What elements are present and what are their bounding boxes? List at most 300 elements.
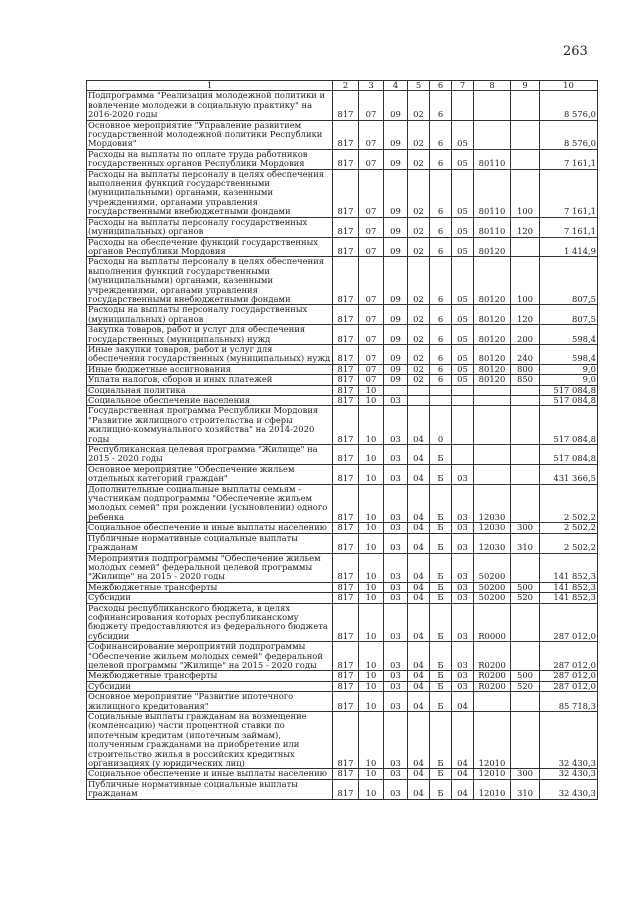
code-activity: 05: [452, 149, 474, 169]
code-expense-type: 850: [511, 375, 540, 385]
code-section: 10: [359, 642, 384, 671]
code-subprogram: 6: [430, 375, 452, 385]
code-activity: 03: [452, 671, 474, 681]
code-subsection: 09: [384, 237, 408, 257]
row-amount: 431 366,5: [540, 464, 598, 484]
code-subprogram: [430, 396, 452, 406]
row-name: Социальная политика: [87, 385, 333, 395]
code-expense-type: 520: [511, 593, 540, 603]
row-name: Уплата налогов, сборов и иных платежей: [87, 375, 333, 385]
code-expense-type: 100: [511, 257, 540, 305]
code-section: 07: [359, 344, 384, 364]
code-program: 04: [408, 582, 430, 592]
code-gov: 817: [333, 169, 359, 217]
code-direction: [474, 692, 511, 712]
row-amount: 85 718,3: [540, 692, 598, 712]
code-gov: 817: [333, 769, 359, 779]
code-subsection: 09: [384, 325, 408, 345]
code-program: 04: [408, 484, 430, 523]
code-gov: 817: [333, 692, 359, 712]
code-section: 07: [359, 217, 384, 237]
code-expense-type: 500: [511, 671, 540, 681]
code-subsection: 03: [384, 523, 408, 533]
code-section: 07: [359, 149, 384, 169]
code-section: 10: [359, 593, 384, 603]
code-direction: R0200: [474, 681, 511, 691]
table-row: [87, 149, 598, 169]
row-amount: 32 430,3: [540, 779, 598, 799]
code-section: 07: [359, 375, 384, 385]
code-gov: 817: [333, 344, 359, 364]
code-subprogram: Б: [430, 523, 452, 533]
code-gov: 817: [333, 779, 359, 799]
row-amount: 2 502,2: [540, 484, 598, 523]
code-section: 10: [359, 582, 384, 592]
code-expense-type: 310: [511, 779, 540, 799]
code-subsection: 03: [384, 769, 408, 779]
table-row: [87, 769, 598, 779]
code-activity: [452, 385, 474, 395]
column-header: 9: [511, 81, 540, 91]
code-direction: [474, 445, 511, 465]
code-direction: 12010: [474, 779, 511, 799]
row-name: Расходы на выплаты персоналу государственных (муниципальных) органов: [87, 217, 333, 237]
code-subsection: 03: [384, 779, 408, 799]
budget-table: [86, 80, 598, 800]
table-row: [87, 305, 598, 325]
code-subprogram: Б: [430, 712, 452, 769]
code-expense-type: 240: [511, 344, 540, 364]
code-section: 10: [359, 464, 384, 484]
code-direction: 80120: [474, 325, 511, 345]
code-subsection: 03: [384, 681, 408, 691]
code-activity: 03: [452, 642, 474, 671]
code-expense-type: [511, 712, 540, 769]
code-subprogram: 6: [430, 257, 452, 305]
column-header: 1: [87, 81, 333, 91]
table-row: [87, 681, 598, 691]
row-amount: 807,5: [540, 305, 598, 325]
row-name: Публичные нормативные социальные выплаты гражданам: [87, 533, 333, 553]
code-activity: 03: [452, 593, 474, 603]
code-subprogram: Б: [430, 779, 452, 799]
code-direction: 80110: [474, 217, 511, 237]
code-section: 10: [359, 712, 384, 769]
code-gov: 817: [333, 464, 359, 484]
code-expense-type: 120: [511, 217, 540, 237]
code-direction: 80120: [474, 364, 511, 374]
code-activity: 05: [452, 375, 474, 385]
code-program: 04: [408, 464, 430, 484]
row-name: Субсидии: [87, 593, 333, 603]
code-section: 10: [359, 396, 384, 406]
code-subprogram: Б: [430, 533, 452, 553]
code-program: 02: [408, 91, 430, 120]
code-expense-type: [511, 149, 540, 169]
code-program: 04: [408, 642, 430, 671]
code-activity: [452, 445, 474, 465]
row-name: Социальные выплаты гражданам на возмещение (компенсацию) части процентной ставки по ипотечным кредитам (ипотечным займам), полученным гражданами на приобретение или строительство жилья в российских кредитных организациях (у юридических лиц): [87, 712, 333, 769]
code-expense-type: 200: [511, 325, 540, 345]
table-row: [87, 91, 598, 120]
code-program: 02: [408, 149, 430, 169]
row-name: Расходы на выплаты персоналу в целях обеспечения выполнения функций государственными (муниципальными) органами, казенными учреждениями, органами управления государственными внебюджетными фондами: [87, 257, 333, 305]
table-row: [87, 375, 598, 385]
code-subsection: 09: [384, 257, 408, 305]
row-amount: 517 084,8: [540, 385, 598, 395]
table-row: [87, 464, 598, 484]
code-subsection: 03: [384, 533, 408, 553]
row-name: Межбюджетные трансферты: [87, 582, 333, 592]
row-name: Субсидии: [87, 681, 333, 691]
code-gov: 817: [333, 257, 359, 305]
row-amount: 287 012,0: [540, 603, 598, 642]
code-gov: 817: [333, 375, 359, 385]
code-direction: 50200: [474, 582, 511, 592]
page-number: 263: [563, 44, 588, 59]
column-header: 3: [359, 81, 384, 91]
code-program: 02: [408, 344, 430, 364]
code-program: [408, 385, 430, 395]
row-amount: 287 012,0: [540, 642, 598, 671]
code-direction: R0200: [474, 671, 511, 681]
row-name: Расходы на выплаты персоналу в целях обеспечения выполнения функций государственными (муниципальными) органами, казенными учреждениями, органами управления государственными внебюджетными фондами: [87, 169, 333, 217]
row-amount: 287 012,0: [540, 671, 598, 681]
code-activity: 03: [452, 582, 474, 592]
code-program: 02: [408, 169, 430, 217]
code-direction: 12010: [474, 769, 511, 779]
code-activity: 03: [452, 603, 474, 642]
row-name: Софинансирование мероприятий подпрограммы "Обеспечение жильем молодых семей" федеральной целевой программы "Жилище" на 2015 - 2020 годы: [87, 642, 333, 671]
table-row: [87, 325, 598, 345]
row-name: Социальное обеспечение и иные выплаты населению: [87, 769, 333, 779]
row-amount: 9,0: [540, 375, 598, 385]
code-subprogram: Б: [430, 464, 452, 484]
row-amount: 32 430,3: [540, 769, 598, 779]
code-expense-type: 800: [511, 364, 540, 374]
code-activity: 03: [452, 681, 474, 691]
code-direction: 12030: [474, 484, 511, 523]
code-section: 07: [359, 169, 384, 217]
column-header: 5: [408, 81, 430, 91]
code-gov: 817: [333, 484, 359, 523]
code-expense-type: [511, 237, 540, 257]
row-amount: 141 852,3: [540, 593, 598, 603]
code-section: 10: [359, 533, 384, 553]
code-gov: 817: [333, 671, 359, 681]
code-direction: [474, 120, 511, 149]
code-subprogram: Б: [430, 582, 452, 592]
code-subprogram: 6: [430, 217, 452, 237]
code-expense-type: 500: [511, 582, 540, 592]
code-activity: 05: [452, 344, 474, 364]
row-amount: 8 576,0: [540, 91, 598, 120]
code-section: 10: [359, 406, 384, 445]
code-program: 04: [408, 533, 430, 553]
code-direction: 80120: [474, 237, 511, 257]
code-gov: 817: [333, 712, 359, 769]
row-amount: 2 502,2: [540, 523, 598, 533]
code-gov: 817: [333, 603, 359, 642]
row-name: Закупка товаров, работ и услуг для обеспечения государственных (муниципальных) нужд: [87, 325, 333, 345]
code-direction: 80110: [474, 149, 511, 169]
code-subprogram: Б: [430, 671, 452, 681]
code-activity: 05: [452, 237, 474, 257]
row-name: Расходы на обеспечение функций государственных органов Республики Мордовия: [87, 237, 333, 257]
table-row: [87, 642, 598, 671]
code-subprogram: 6: [430, 91, 452, 120]
code-gov: 817: [333, 237, 359, 257]
code-activity: [452, 406, 474, 445]
table-row: [87, 712, 598, 769]
row-amount: 598,4: [540, 344, 598, 364]
code-subsection: 03: [384, 553, 408, 582]
code-direction: 80120: [474, 344, 511, 364]
code-subprogram: Б: [430, 593, 452, 603]
table-row: [87, 692, 598, 712]
code-subsection: 03: [384, 406, 408, 445]
code-activity: 03: [452, 553, 474, 582]
code-direction: [474, 396, 511, 406]
table-row: [87, 217, 598, 237]
code-gov: 817: [333, 305, 359, 325]
code-subsection: 03: [384, 692, 408, 712]
table-row: [87, 344, 598, 364]
code-activity: 05: [452, 325, 474, 345]
code-gov: 817: [333, 445, 359, 465]
code-program: 02: [408, 305, 430, 325]
table-row: [87, 120, 598, 149]
code-section: 10: [359, 671, 384, 681]
row-name: Подпрограмма "Реализация молодежной политики и вовлечение молодежи в социальную практику" на 2016-2020 годы: [87, 91, 333, 120]
code-direction: 12030: [474, 523, 511, 533]
row-name: Республиканская целевая программа "Жилище" на 2015 - 2020 годы: [87, 445, 333, 465]
code-gov: 817: [333, 91, 359, 120]
code-program: 04: [408, 779, 430, 799]
code-gov: 817: [333, 582, 359, 592]
code-gov: 817: [333, 681, 359, 691]
table-row: [87, 779, 598, 799]
code-activity: 03: [452, 523, 474, 533]
code-direction: 50200: [474, 553, 511, 582]
row-amount: 141 852,3: [540, 553, 598, 582]
row-amount: 1 414,9: [540, 237, 598, 257]
code-direction: [474, 385, 511, 395]
table-row: [87, 484, 598, 523]
row-name: Основное мероприятие "Управление развитием государственной молодежной политики Республики Мордовия": [87, 120, 333, 149]
table-row: [87, 169, 598, 217]
row-name: Социальное обеспечение и иные выплаты населению: [87, 523, 333, 533]
code-program: [408, 396, 430, 406]
code-expense-type: [511, 445, 540, 465]
code-subsection: 03: [384, 464, 408, 484]
code-section: 10: [359, 484, 384, 523]
row-name: Публичные нормативные социальные выплаты гражданам: [87, 779, 333, 799]
code-activity: 05: [452, 305, 474, 325]
table-row: [87, 257, 598, 305]
code-section: 07: [359, 257, 384, 305]
code-direction: 12010: [474, 712, 511, 769]
code-direction: 80120: [474, 305, 511, 325]
code-subsection: 09: [384, 217, 408, 237]
code-program: 02: [408, 375, 430, 385]
code-expense-type: [511, 464, 540, 484]
code-subprogram: Б: [430, 553, 452, 582]
row-name: Мероприятия подпрограммы "Обеспечение жильем молодых семей" федеральной целевой программы "Жилище" на 2015 - 2020 годы: [87, 553, 333, 582]
code-subsection: 03: [384, 484, 408, 523]
code-program: 04: [408, 712, 430, 769]
code-expense-type: [511, 406, 540, 445]
code-gov: 817: [333, 642, 359, 671]
code-subsection: 09: [384, 344, 408, 364]
code-subprogram: 6: [430, 120, 452, 149]
code-program: 04: [408, 671, 430, 681]
code-direction: R0200: [474, 642, 511, 671]
row-amount: 7 161,1: [540, 169, 598, 217]
column-header: 4: [384, 81, 408, 91]
code-program: 04: [408, 553, 430, 582]
code-subprogram: Б: [430, 692, 452, 712]
row-name: Социальное обеспечение населения: [87, 396, 333, 406]
code-activity: 05: [452, 120, 474, 149]
code-activity: 03: [452, 533, 474, 553]
table-row: [87, 593, 598, 603]
code-direction: [474, 91, 511, 120]
code-gov: 817: [333, 217, 359, 237]
table-row: [87, 445, 598, 465]
code-subsection: 09: [384, 91, 408, 120]
code-program: 04: [408, 523, 430, 533]
code-subsection: 09: [384, 305, 408, 325]
code-subsection: 03: [384, 582, 408, 592]
code-gov: 817: [333, 593, 359, 603]
row-name: Расходы на выплаты персоналу государственных (муниципальных) органов: [87, 305, 333, 325]
code-activity: 05: [452, 364, 474, 374]
code-subprogram: 6: [430, 149, 452, 169]
code-section: 10: [359, 553, 384, 582]
code-expense-type: [511, 396, 540, 406]
code-subsection: 09: [384, 375, 408, 385]
table-row: [87, 406, 598, 445]
table-row: [87, 553, 598, 582]
row-amount: 517 084,8: [540, 445, 598, 465]
code-subsection: 03: [384, 396, 408, 406]
code-gov: 817: [333, 533, 359, 553]
table-body: [87, 91, 598, 799]
code-activity: 03: [452, 484, 474, 523]
column-header: 2: [333, 81, 359, 91]
column-header: 6: [430, 81, 452, 91]
code-activity: 04: [452, 712, 474, 769]
code-program: 02: [408, 120, 430, 149]
code-program: 02: [408, 237, 430, 257]
code-subprogram: 6: [430, 344, 452, 364]
code-program: 02: [408, 257, 430, 305]
code-subsection: 09: [384, 120, 408, 149]
row-name: Межбюджетные трансферты: [87, 671, 333, 681]
code-program: 04: [408, 681, 430, 691]
column-header: 7: [452, 81, 474, 91]
code-subsection: 03: [384, 603, 408, 642]
code-gov: 817: [333, 385, 359, 395]
code-subsection: 09: [384, 169, 408, 217]
table-row: [87, 533, 598, 553]
code-gov: 817: [333, 406, 359, 445]
table-row: [87, 385, 598, 395]
code-expense-type: 100: [511, 169, 540, 217]
code-subsection: [384, 385, 408, 395]
code-gov: 817: [333, 149, 359, 169]
row-amount: 598,4: [540, 325, 598, 345]
code-section: 10: [359, 523, 384, 533]
column-header: 8: [474, 81, 511, 91]
code-subsection: 03: [384, 712, 408, 769]
code-subprogram: 6: [430, 364, 452, 374]
code-program: 02: [408, 325, 430, 345]
code-direction: [474, 406, 511, 445]
code-section: 10: [359, 385, 384, 395]
code-activity: 04: [452, 769, 474, 779]
code-expense-type: 310: [511, 533, 540, 553]
code-direction: R0000: [474, 603, 511, 642]
code-gov: 817: [333, 553, 359, 582]
code-subprogram: [430, 385, 452, 395]
row-amount: 32 430,3: [540, 712, 598, 769]
code-expense-type: [511, 385, 540, 395]
code-subprogram: 6: [430, 237, 452, 257]
code-subsection: 03: [384, 445, 408, 465]
code-section: 07: [359, 364, 384, 374]
table-header-row: [87, 81, 598, 91]
row-amount: 2 502,2: [540, 533, 598, 553]
code-program: 04: [408, 692, 430, 712]
code-program: 04: [408, 593, 430, 603]
code-subsection: 03: [384, 671, 408, 681]
code-expense-type: 300: [511, 523, 540, 533]
table-row: [87, 671, 598, 681]
row-name: Основное мероприятие "Развитие ипотечного жилищного кредитования": [87, 692, 333, 712]
code-program: 04: [408, 603, 430, 642]
code-subprogram: Б: [430, 484, 452, 523]
code-program: 04: [408, 769, 430, 779]
code-expense-type: [511, 120, 540, 149]
code-direction: 12030: [474, 533, 511, 553]
row-amount: 8 576,0: [540, 120, 598, 149]
code-subprogram: Б: [430, 445, 452, 465]
code-section: 07: [359, 237, 384, 257]
table-row: [87, 523, 598, 533]
code-program: 02: [408, 364, 430, 374]
code-expense-type: [511, 484, 540, 523]
code-activity: 05: [452, 169, 474, 217]
code-program: 02: [408, 217, 430, 237]
row-amount: 141 852,3: [540, 582, 598, 592]
row-amount: 9,0: [540, 364, 598, 374]
code-expense-type: 120: [511, 305, 540, 325]
code-direction: 80120: [474, 257, 511, 305]
code-subsection: 09: [384, 364, 408, 374]
row-amount: 7 161,1: [540, 149, 598, 169]
code-subsection: 09: [384, 149, 408, 169]
code-subprogram: Б: [430, 603, 452, 642]
code-subprogram: 6: [430, 305, 452, 325]
code-direction: 80110: [474, 169, 511, 217]
code-expense-type: 300: [511, 769, 540, 779]
code-section: 10: [359, 769, 384, 779]
code-expense-type: [511, 692, 540, 712]
row-name: Расходы республиканского бюджета, в целях софинансирования которых республиканскому бюджету предоставляются из федерального бюджета субсидии: [87, 603, 333, 642]
code-gov: 817: [333, 325, 359, 345]
